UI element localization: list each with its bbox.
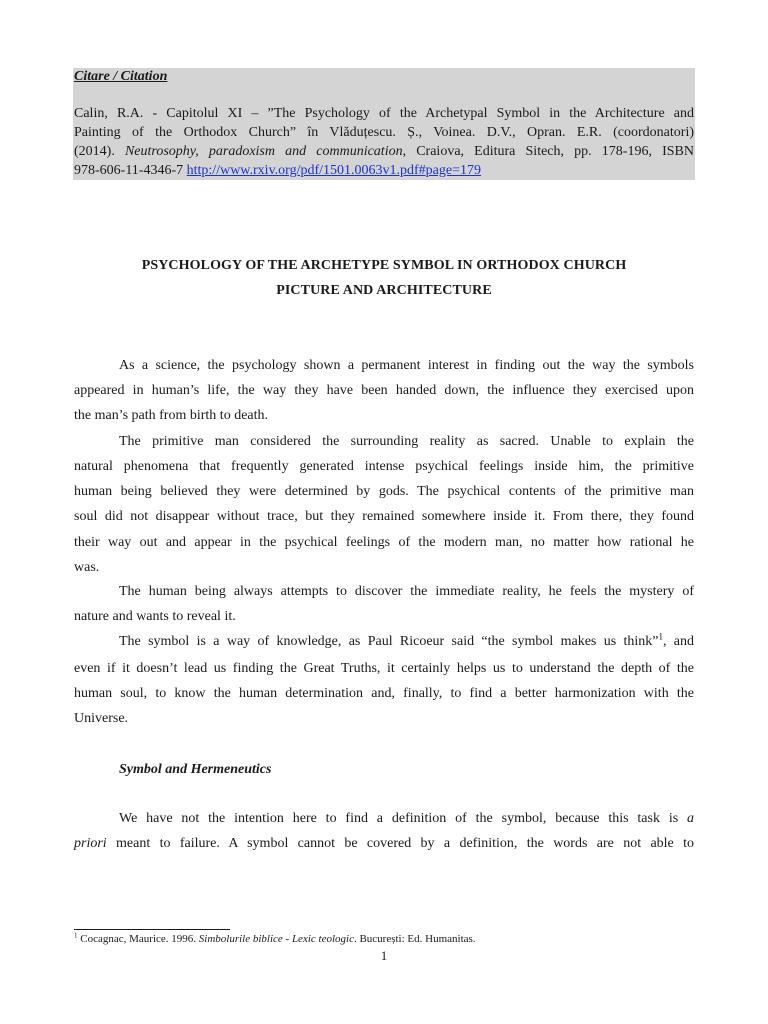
page-title-line-2: PICTURE AND ARCHITECTURE <box>276 283 492 298</box>
footnote-publisher: . București: Ed. Humanitas. <box>353 933 476 945</box>
body-line: The primitive man considered the surrounding reality as sacred. Unable to explain the <box>119 434 694 449</box>
body-line: even if it doesn’t lead us finding the Great Truths, it certainly helps us to understand the depth of the <box>74 661 694 676</box>
body-text-italic: a <box>687 811 694 826</box>
body-line: was. <box>74 560 100 575</box>
body-line: As a science, the psychology shown a permanent interest in finding out the way the symbols <box>119 358 694 373</box>
footnote-marker: 1 <box>74 931 78 940</box>
body-line <box>74 811 694 827</box>
footnote-divider <box>74 929 230 930</box>
citation-line-4 <box>74 163 694 179</box>
citation-book-title: Neutrosophy, paradoxism and communication, <box>124 144 407 159</box>
body-line: Universe. <box>74 711 129 726</box>
body-line: the man’s path from birth to death. <box>74 408 269 423</box>
footnote-reference[interactable]: 1 <box>658 631 663 642</box>
body-line <box>74 836 694 852</box>
footnote-title: Simbolurile biblice - Lexic teologic <box>198 933 354 945</box>
citation-heading: Citare / Citation <box>74 69 168 84</box>
body-line: their way out and appear in the psychical feelings of the modern man, no matter how rational he <box>74 535 694 550</box>
citation-line-3 <box>74 144 694 160</box>
body-line: The human being always attempts to discover the immediate reality, he feels the mystery of <box>119 584 694 599</box>
page-number: 1 <box>380 948 388 963</box>
citation-publisher: Craiova, Editura Sitech, pp. 178-196, ISBN <box>406 144 694 159</box>
body-text: We have not the intention here to find a definition of the symbol, because this task is <box>119 811 687 826</box>
citation-year: (2014). <box>74 144 125 159</box>
citation-line-2: Painting of the Orthodox Church” în Vlăduțescu. Ș., Voinea. D.V., Opran. E.R. (coordonatori) <box>74 125 694 140</box>
citation-link[interactable]: http://www.rxiv.org/pdf/1501.0063v1.pdf#page=179 <box>186 163 481 178</box>
body-text: The symbol is a way of knowledge, as Paul Ricoeur said “the symbol makes us think” <box>119 634 659 649</box>
citation-line-1: Calin, R.A. - Capitolul XI – ”The Psychology of the Archetypal Symbol in the Architecture and <box>74 106 694 121</box>
body-line: human being believed they were determined by gods. The psychical contents of the primitive man <box>74 484 694 499</box>
page-title-line-1: PSYCHOLOGY OF THE ARCHETYPE SYMBOL IN ORTHODOX CHURCH <box>141 258 627 273</box>
body-text-italic: priori <box>74 836 107 851</box>
section-heading: Symbol and Hermeneutics <box>119 762 272 777</box>
body-line: soul did not disappear without trace, but they remained somewhere inside it. From there, they found <box>74 509 694 524</box>
body-text: , and <box>662 634 694 649</box>
body-line <box>74 631 694 650</box>
footnote-author: Cocagnac, Maurice. 1996. <box>77 933 199 945</box>
citation-isbn: 978-606-11-4346-7 <box>74 163 187 178</box>
body-line: nature and wants to reveal it. <box>74 609 236 624</box>
body-line: natural phenomena that frequently generated intense psychical feelings inside him, the primitive <box>74 459 694 474</box>
body-text: meant to failure. A symbol cannot be covered by a definition, the words are not able to <box>106 836 694 851</box>
body-line: appeared in human’s life, the way they have been handed down, the influence they exercised upon <box>74 383 694 398</box>
footnote <box>74 933 476 945</box>
body-line: human soul, to know the human determination and, finally, to find a better harmonization with the <box>74 686 694 701</box>
